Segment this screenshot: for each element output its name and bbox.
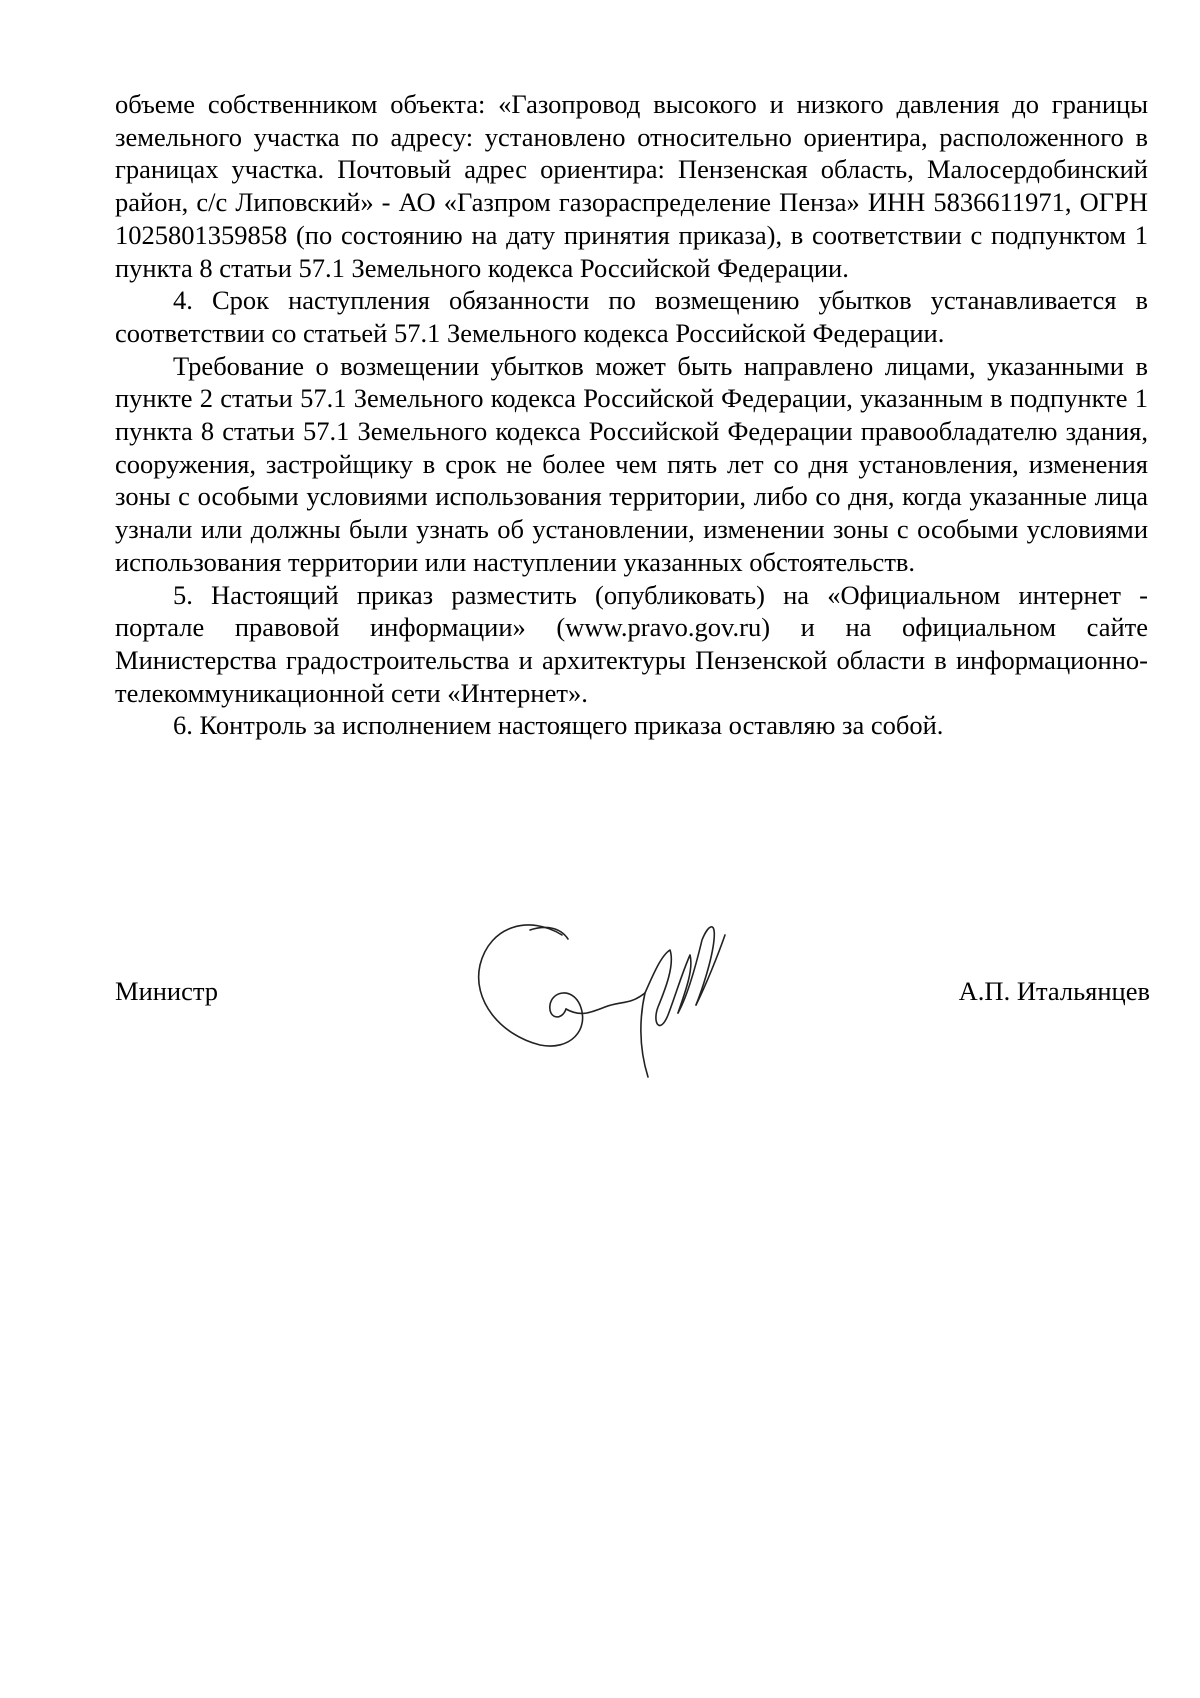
handwritten-signature-icon xyxy=(470,895,735,1085)
paragraph-item-4: 4. Срок наступления обязанности по возмещению убытков устанавливается в соответствии со статьей 57.1 Земельного кодекса Российской Федерации. xyxy=(115,285,1148,348)
paragraph-item-6: 6. Контроль за исполнением настоящего приказа оставляю за собой. xyxy=(173,710,944,741)
signatory-name: А.П. Итальянцев xyxy=(958,976,1150,1006)
document-body xyxy=(115,88,1148,742)
paragraph-object-owner: объеме собственником объекта: «Газопровод высокого и низкого давления до границы земельного участка по адресу: установлено относительно ориентира, расположенного в границах участка. Почтовый адрес ориентира: Пензенская область, Малосердобинский район, с/с Липовский» - АО «Газпром газораспределение Пенза» ИНН 5836611971, ОГРН 1025801359858 (по состоянию на дату принятия приказа), в соответствии с подпунктом 1 пункта 8 статьи 57.1 Земельного кодекса Российской Федерации. xyxy=(115,89,1148,283)
signatory-title: Министр xyxy=(115,976,219,1006)
paragraph-item-5: 5. Настоящий приказ разместить (опубликовать) на «Официальном интернет - портале правовой информации» (www.pravo.gov.ru) и на официальном сайте Министерства градостроительства и архитектуры Пензенской области в информационно-телекоммуникационной сети «Интернет». xyxy=(115,579,1148,708)
paragraph-damages-claim: Требование о возмещении убытков может быть направлено лицами, указанными в пункте 2 статьи 57.1 Земельного кодекса Российской Федерации, указанным в подпункте 1 пункта 8 статьи 57.1 Земельного кодекса Российской Федерации правообладателю здания, сооружения, застройщику в срок не более чем пять лет со дня установления, изменения зоны с особыми условиями использования территории, либо со дня, когда указанные лица узнали или должны были узнать об установлении, изменении зоны с особыми условиями использования территории или наступлении указанных обстоятельств. xyxy=(115,350,1148,577)
